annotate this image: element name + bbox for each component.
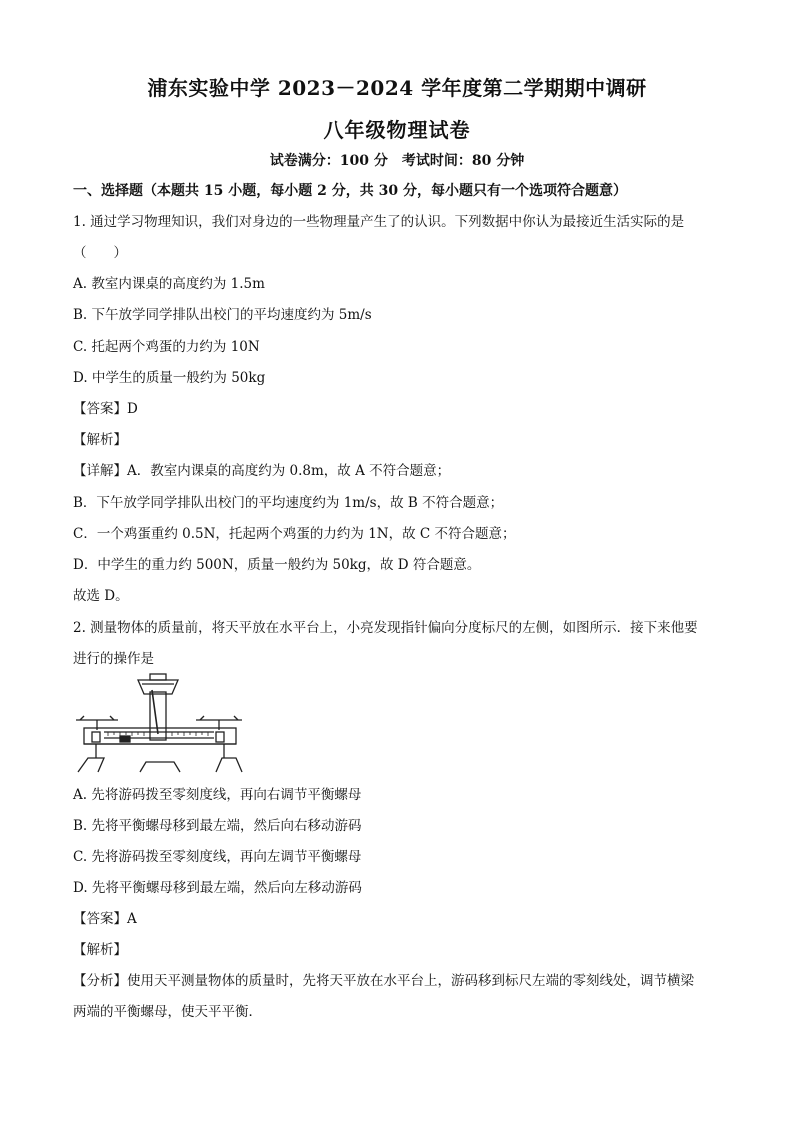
q1-answer <box>73 399 138 419</box>
q1-detail-line1 <box>73 461 450 481</box>
answer-value: D <box>127 401 138 417</box>
q2-option-d: D. 先将平衡螺母移到最左端，然后向左移动游码 <box>73 880 362 896</box>
q2-answer <box>73 909 137 929</box>
q2-analysis-tag: 【解析】 <box>73 942 127 958</box>
exam-title: 浦东实验中学 2023－2024 学年度第二学期期中调研 <box>147 76 647 100</box>
section-heading: 一、选择题（本题共 15 小题，每小题 2 分，共 30 分，每小题只有一个选项符合题意） <box>73 183 627 199</box>
q2-stem-line2: 进行的操作是 <box>73 651 154 667</box>
q2-stem-line1: 2. 测量物体的质量前，将天平放在水平台上，小亮发现指针偏向分度标尺的左侧，如图所示．接下来他要 <box>73 620 698 636</box>
exam-subtitle: 八年级物理试卷 <box>323 118 471 142</box>
exam-meta: 试卷满分：100 分 考试时间：80 分钟 <box>269 153 525 169</box>
balance-scale-figure <box>74 672 246 777</box>
q1-stem-line1: 1. 通过学习物理知识，我们对身边的一些物理量产生了的认识。下列数据中你认为最接近生活实际的是 <box>73 214 685 230</box>
q2-option-b: B. 先将平衡螺母移到最左端，然后向右移动游码 <box>73 818 362 834</box>
answer-tag: 【答案】 <box>73 911 127 927</box>
detail-tag: 【详解】 <box>73 463 127 479</box>
answer-tag: 【答案】 <box>73 401 127 417</box>
fenxi-tag: 【分析】 <box>73 973 127 989</box>
balance-scale-icon <box>74 672 246 777</box>
q1-conclusion: 故选 D。 <box>73 588 129 604</box>
q1-option-b: B. 下午放学同学排队出校门的平均速度约为 5m/s <box>73 307 372 323</box>
q1-option-a: A. 教室内课桌的高度约为 1.5m <box>73 276 265 292</box>
q2-fenxi-line2: 两端的平衡螺母，使天平平衡． <box>73 1004 262 1020</box>
q2-option-c: C. 先将游码拨至零刻度线，再向左调节平衡螺母 <box>73 849 362 865</box>
q1-stem-line2: （ ） <box>73 245 127 261</box>
q2-fenxi-line1 <box>73 971 694 991</box>
q2-option-a: A. 先将游码拨至零刻度线，再向右调节平衡螺母 <box>73 787 362 803</box>
q1-option-c: C. 托起两个鸡蛋的力约为 10N <box>73 339 260 355</box>
detail-text: A．教室内课桌的高度约为 0.8m，故 A 不符合题意； <box>127 463 451 479</box>
q1-option-d: D. 中学生的质量一般约为 50kg <box>73 370 266 386</box>
fenxi-text: 使用天平测量物体的质量时，先将天平放在水平台上，游码移到标尺左端的零刻线处，调节横梁 <box>127 973 694 989</box>
answer-value: A <box>127 911 137 927</box>
q1-analysis-tag: 【解析】 <box>73 432 127 448</box>
q1-detail-line3: C．一个鸡蛋重约 0.5N，托起两个鸡蛋的力约为 1N，故 C 不符合题意； <box>73 526 516 542</box>
q1-detail-line2: B．下午放学同学排队出校门的平均速度约为 1m/s，故 B 不符合题意； <box>73 495 504 511</box>
q1-detail-line4: D．中学生的重力约 500N，质量一般约为 50kg，故 D 符合题意。 <box>73 557 481 573</box>
